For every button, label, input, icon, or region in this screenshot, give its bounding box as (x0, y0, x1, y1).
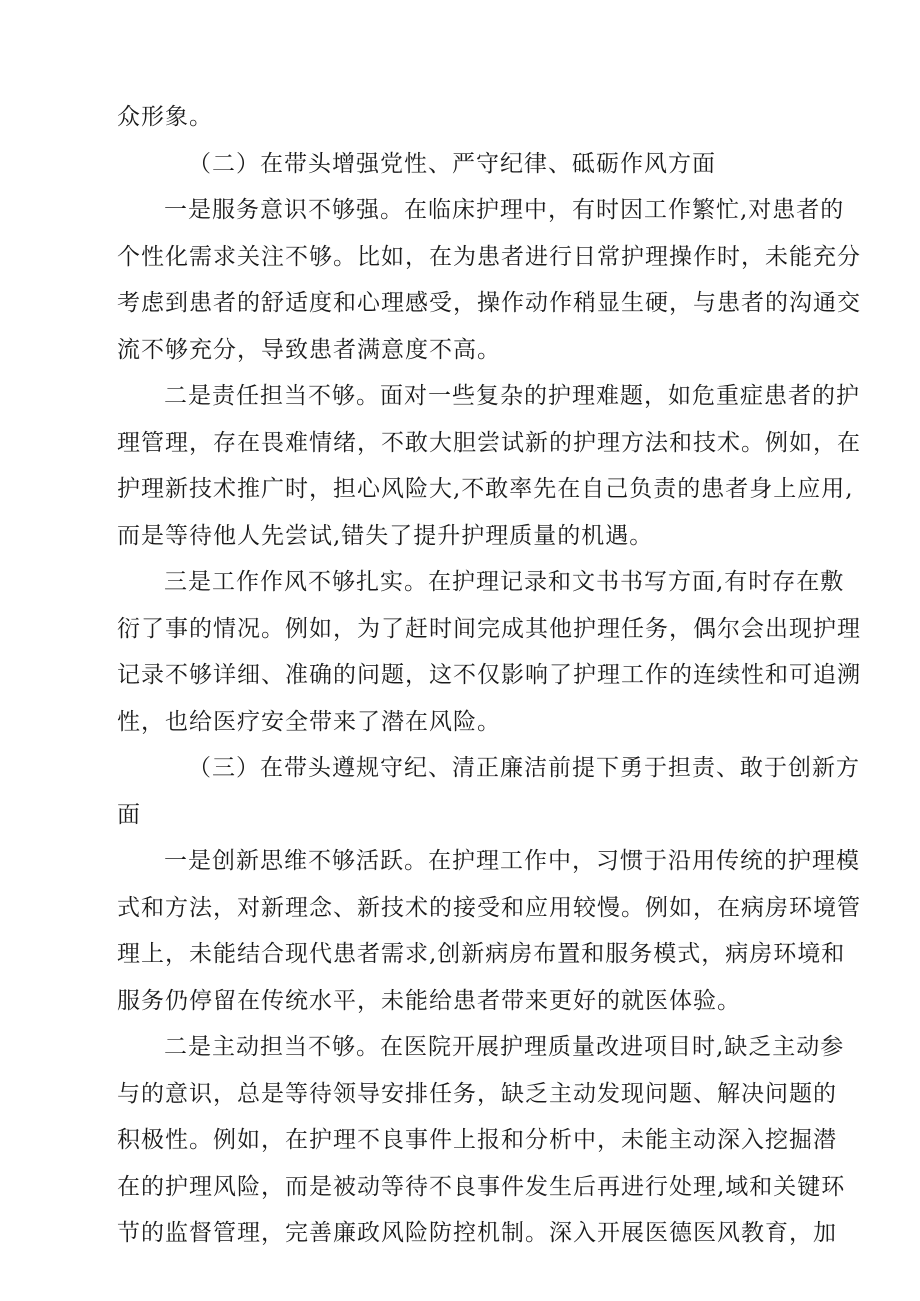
text-line: 三是工作作风不够扎实。在护理记录和文书书写方面,有时存在敷 (164, 569, 845, 595)
text-line: 众形象。 (117, 104, 213, 130)
text-line: 式和方法，对新理念、新技术的接受和应用较慢。例如，在病房环境管 (117, 894, 861, 921)
text-line: 流不够充分，导致患者满意度不高。 (117, 336, 501, 363)
document-body (117, 94, 861, 1257)
text-line: 理管理，存在畏难情绪，不敢大胆尝试新的护理方法和技术。例如，在 (117, 429, 861, 456)
text-line: 服务仍停留在传统水平，未能给患者带来更好的就医体验。 (117, 987, 741, 1014)
text-line: 节的监督管理，完善廉政风险防控机制。深入开展医德医风教育，加 (117, 1220, 837, 1246)
text-line: 理上，未能结合现代患者需求,创新病房布置和服务模式，病房环境和 (117, 941, 846, 967)
text-line: 而是等待他人先尝试,错失了提升护理质量的机遇。 (117, 522, 654, 549)
text-line: 记录不够详细、准确的问题，这不仅影响了护理工作的连续性和可追溯 (117, 662, 861, 688)
text-line: 一是服务意识不够强。在临床护理中，有时因工作繁忙,对患者的 (164, 197, 845, 223)
section-heading-continued: 面 (117, 801, 141, 828)
text-line: 考虑到患者的舒适度和心理感受，操作动作稍显生硬，与患者的沟通交 (117, 290, 861, 316)
text-line: 个性化需求关注不够。比如，在为患者进行日常护理操作时，未能充分 (117, 243, 861, 270)
text-line: 二是责任担当不够。面对一些复杂的护理难题，如危重症患者的护 (164, 383, 860, 409)
section-heading: （三）在带头遵规守纪、清正廉洁前提下勇于担责、敢于创新方 (188, 755, 860, 781)
section-heading: （二）在带头增强党性、严守纪律、砥砺作风方面 (188, 150, 716, 177)
text-line: 与的意识，总是等待领导安排任务，缺乏主动发现问题、解决问题的 (117, 1080, 837, 1107)
text-line: 性，也给医疗安全带来了潜在风险。 (117, 708, 501, 735)
text-line: 积极性。例如，在护理不良事件上报和分析中，未能主动深入挖掘潜 (117, 1127, 837, 1153)
text-line: 在的护理风险，而是被动等待不良事件发生后再进行处理,域和关键环 (117, 1173, 846, 1200)
text-line: 二是主动担当不够。在医院开展护理质量改进项目时,缺乏主动参 (164, 1034, 845, 1060)
text-line: 衍了事的情况。例如，为了赶时间完成其他护理任务，偶尔会出现护理 (117, 615, 861, 642)
text-line: 一是创新思维不够活跃。在护理工作中，习惯于沿用传统的护理模 (164, 848, 860, 874)
text-line: 护理新技术推广时，担心风险大,不敢率先在自己负责的患者身上应用, (117, 476, 854, 502)
